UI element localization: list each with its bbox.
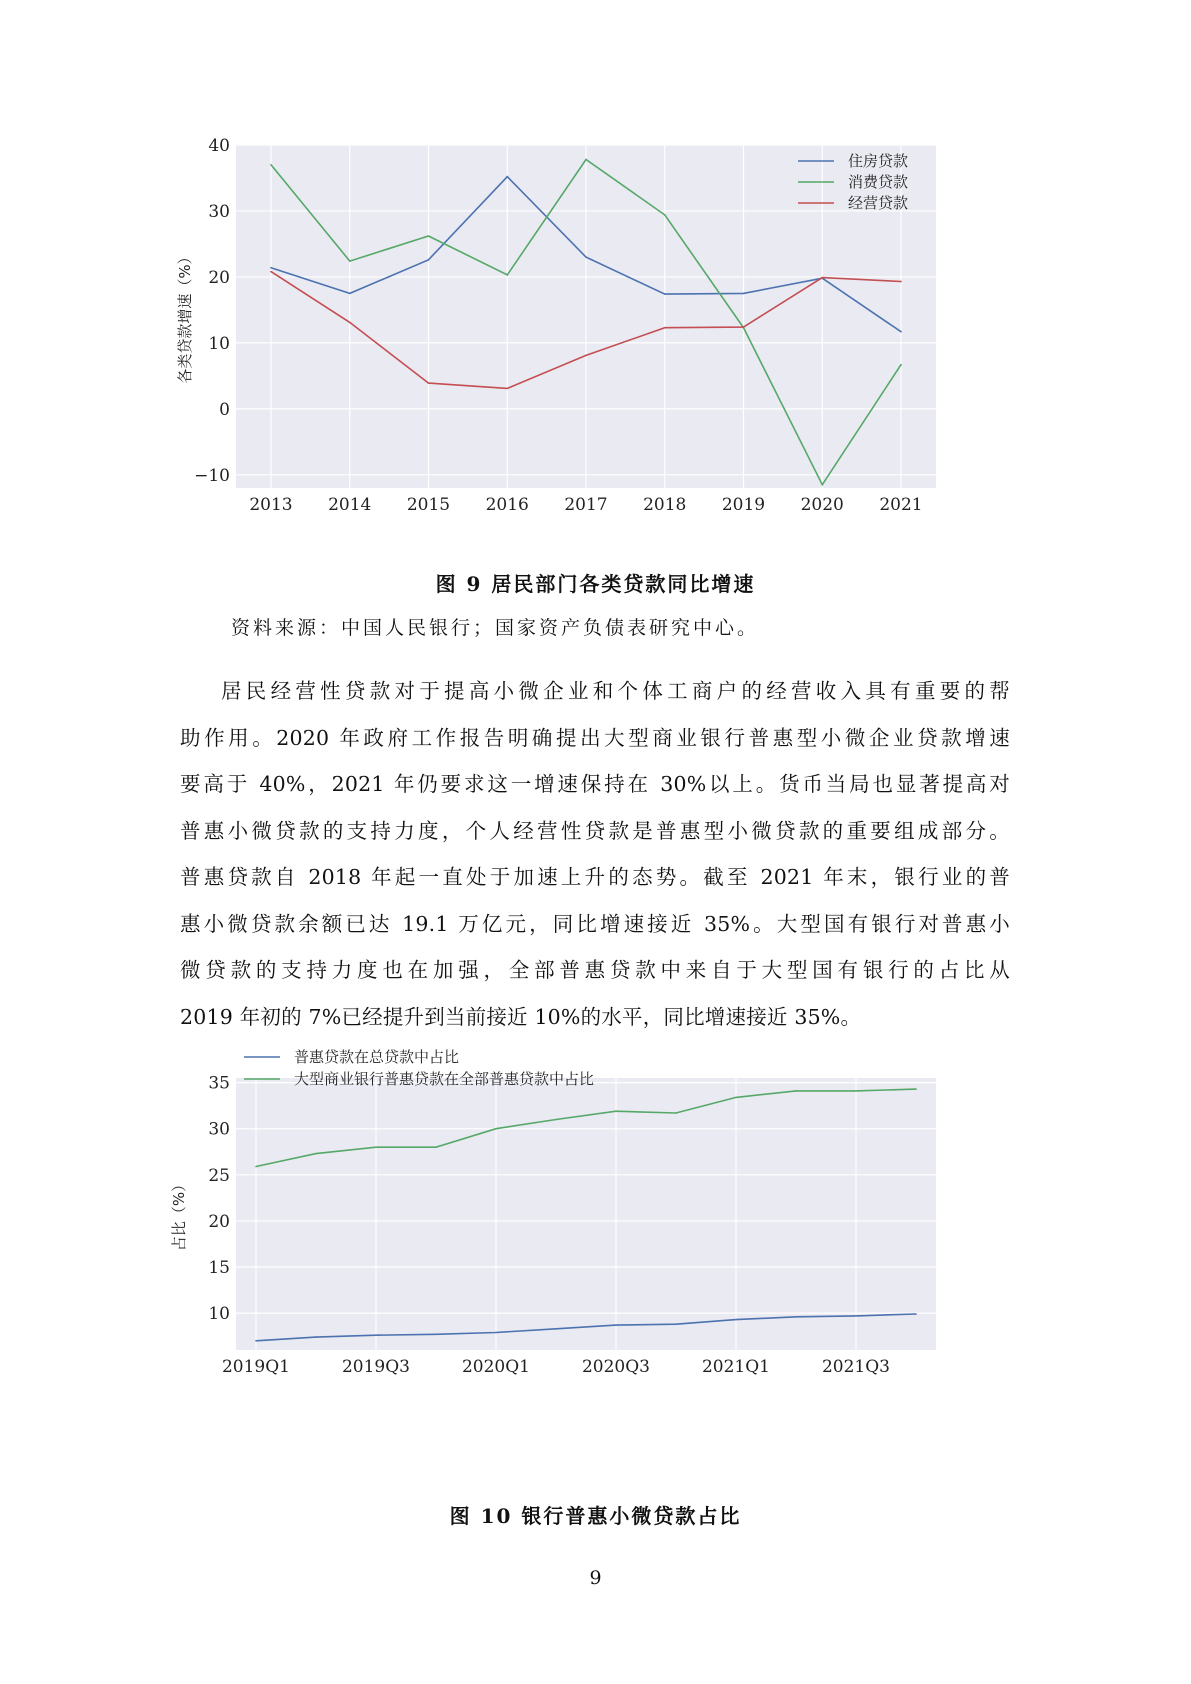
x-tick-label: 2021 — [879, 495, 923, 515]
data-point — [428, 235, 430, 237]
data-point — [506, 388, 508, 390]
data-point — [743, 326, 745, 328]
y-axis-label: 占比（%） — [170, 1176, 188, 1252]
legend-label: 经营贷款 — [848, 194, 909, 212]
y-tick-label: 40 — [208, 136, 230, 156]
data-point — [315, 1153, 317, 1155]
y-tick-label: 30 — [208, 201, 230, 222]
data-point — [821, 484, 823, 486]
paragraph-line: 普惠小微贷款的支持力度，个人经营性贷款是普惠型小微贷款的重要组成部分。 — [180, 818, 1010, 843]
data-point — [270, 271, 272, 273]
data-point — [375, 1334, 377, 1336]
legend-label: 住房贷款 — [848, 152, 909, 170]
x-tick-label: 2019Q1 — [221, 1357, 291, 1377]
data-point — [349, 293, 351, 295]
y-tick-label: 30 — [208, 1119, 230, 1140]
x-tick-label: 2014 — [328, 495, 372, 515]
data-point — [495, 1128, 497, 1130]
data-point — [255, 1340, 257, 1342]
x-tick-label: 2020Q3 — [581, 1357, 651, 1377]
paragraph-line: 要高于 40%，2021 年仍要求这一增速保持在 30%以上。货币当局也显著提高对 — [180, 772, 1010, 796]
data-point — [675, 1112, 677, 1114]
data-point — [555, 1328, 557, 1330]
y-tick-label: 10 — [208, 333, 230, 354]
x-tick-label: 2020Q1 — [461, 1357, 531, 1377]
y-tick-label: 20 — [208, 1211, 230, 1232]
y-tick-label: 10 — [208, 1304, 230, 1325]
data-point — [506, 176, 508, 178]
x-tick-label: 2016 — [485, 495, 529, 515]
data-point — [735, 1319, 737, 1321]
data-point — [675, 1323, 677, 1325]
data-point — [315, 1336, 317, 1338]
body-paragraph — [180, 668, 1010, 1040]
legend-label: 普惠贷款在总贷款中占比 — [294, 1048, 460, 1066]
data-point — [915, 1313, 917, 1315]
x-tick-label: 2021Q1 — [701, 1357, 771, 1377]
data-point — [495, 1332, 497, 1334]
legend-label: 消费贷款 — [848, 173, 909, 191]
inclusive-loan-chart-svg — [170, 1045, 1020, 1485]
data-point — [349, 260, 351, 262]
data-point — [743, 293, 745, 295]
data-point — [255, 1166, 257, 1168]
data-point — [349, 322, 351, 324]
paragraph-line: 居民经营性贷款对于提高小微企业和个体工商户的经营收入具有重要的帮 — [221, 679, 1010, 703]
data-point — [900, 364, 902, 366]
data-point — [435, 1334, 437, 1336]
y-tick-label: 20 — [208, 267, 230, 288]
y-tick-label: 15 — [208, 1258, 230, 1279]
data-point — [585, 355, 587, 357]
x-tick-label: 2019Q3 — [341, 1357, 411, 1377]
data-point — [428, 259, 430, 261]
page-number: 9 — [589, 1567, 602, 1589]
legend-label: 大型商业银行普惠贷款在全部普惠贷款中占比 — [294, 1070, 595, 1088]
x-tick-label: 2019 — [721, 495, 766, 515]
paragraph-line: 2019 年初的 7%已经提升到当前接近 10%的水平，同比增速接近 35%。 — [180, 1004, 862, 1029]
data-point — [435, 1146, 437, 1148]
inclusive-loan-share-line-chart — [170, 1045, 1020, 1485]
data-point — [821, 277, 823, 279]
y-tick-label: 35 — [208, 1073, 230, 1094]
loan-growth-line-chart — [170, 135, 1020, 550]
data-point — [735, 1097, 737, 1099]
data-point — [270, 267, 272, 269]
data-point — [615, 1110, 617, 1112]
data-point — [585, 159, 587, 161]
data-point — [428, 382, 430, 384]
data-point — [900, 281, 902, 283]
data-point — [555, 1119, 557, 1121]
data-point — [615, 1324, 617, 1326]
y-tick-label: 0 — [219, 399, 230, 420]
figure10-caption: 图 10 银行普惠小微贷款占比 — [449, 1504, 742, 1528]
source-note: 资料来源：中国人民银行；国家资产负债表研究中心。 — [231, 617, 760, 639]
paragraph-line: 惠小微贷款余额已达 19.1 万亿元，同比增速接近 35%。大型国有银行对普惠小 — [180, 911, 1010, 936]
data-point — [855, 1315, 857, 1317]
x-tick-label: 2015 — [406, 495, 451, 515]
data-point — [900, 331, 902, 333]
data-point — [375, 1146, 377, 1148]
paragraph-line: 助作用。2020 年政府工作报告明确提出大型商业银行普惠型小微企业贷款增速 — [180, 725, 1010, 750]
x-tick-label: 2013 — [249, 495, 293, 515]
paragraph-line: 微贷款的支持力度也在加强，全部普惠贷款中来自于大型国有银行的占比从 — [180, 958, 1010, 982]
y-tick-label: 25 — [208, 1165, 230, 1186]
plot-background — [236, 1078, 936, 1350]
x-tick-label: 2017 — [564, 495, 608, 515]
y-axis-label: 各类贷款增速（%） — [176, 249, 194, 384]
data-point — [664, 293, 666, 295]
loan-growth-chart-svg — [170, 135, 1020, 550]
data-point — [506, 274, 508, 276]
paragraph-line: 普惠贷款自 2018 年起一直处于加速上升的态势。截至 2021 年末，银行业的普 — [180, 865, 1010, 889]
data-point — [664, 327, 666, 329]
x-tick-label: 2018 — [643, 495, 687, 515]
data-point — [664, 214, 666, 216]
x-tick-label: 2021Q3 — [821, 1357, 891, 1377]
data-point — [855, 1090, 857, 1092]
data-point — [270, 164, 272, 166]
x-tick-label: 2020 — [800, 495, 844, 515]
data-point — [795, 1090, 797, 1092]
data-point — [795, 1316, 797, 1318]
figure9-caption: 图 9 居民部门各类贷款同比增速 — [435, 572, 756, 596]
y-tick-label: −10 — [194, 465, 230, 486]
data-point — [585, 256, 587, 258]
data-point — [915, 1088, 917, 1090]
